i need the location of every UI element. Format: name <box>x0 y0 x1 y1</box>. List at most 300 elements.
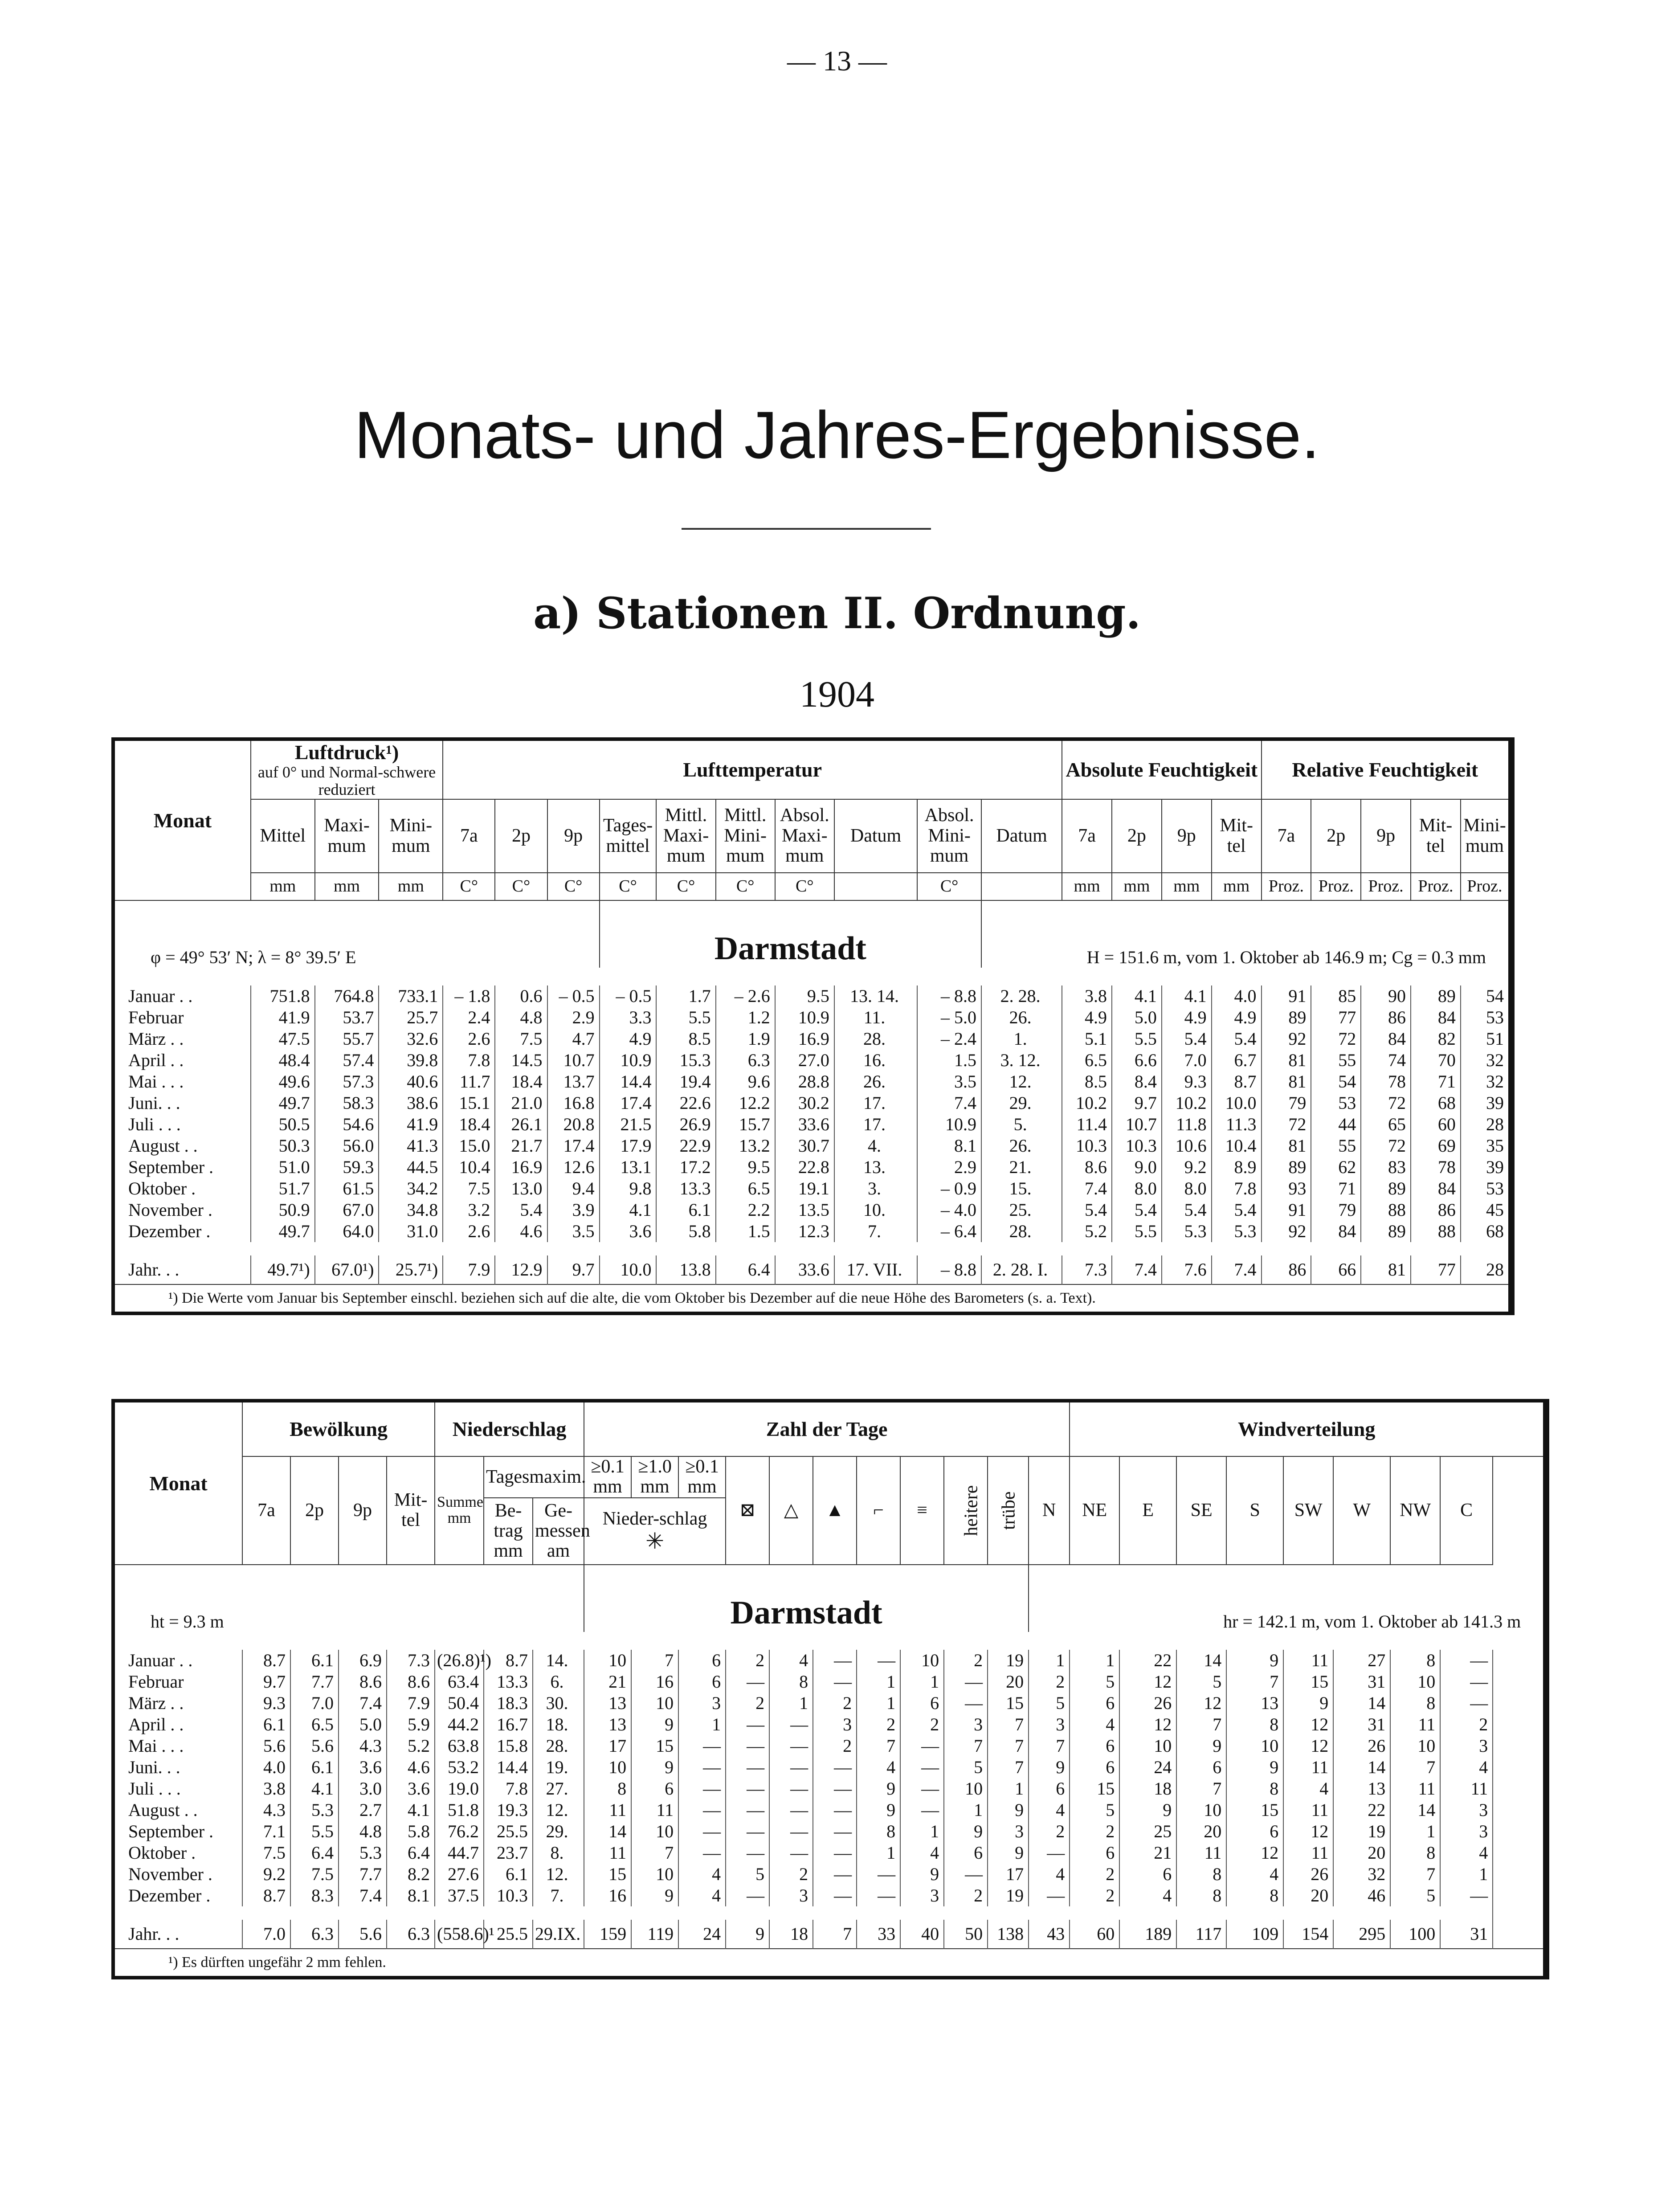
table-cell: 4 <box>1440 1842 1493 1864</box>
table-cell: 4.1 <box>1162 985 1212 1007</box>
table2-footnote: ¹) Es dürften ungefähr 2 mm fehlen. <box>113 1949 1546 1978</box>
col-header: Mit-tel <box>1411 799 1461 873</box>
table-cell: 7.4 <box>339 1885 387 1906</box>
table-cell: 1.2 <box>716 1007 775 1028</box>
table-cell: 45 <box>1461 1199 1511 1221</box>
table-cell: 88 <box>1361 1199 1411 1221</box>
table-cell: — <box>769 1842 813 1864</box>
table-cell: 10.4 <box>1212 1135 1262 1157</box>
table-cell: 8.4 <box>1112 1071 1162 1092</box>
table-cell: — <box>726 1757 769 1778</box>
col-summe-label: Summe <box>437 1493 483 1510</box>
table-cell: 5.0 <box>1112 1007 1162 1028</box>
table-cell: 2 <box>813 1693 857 1714</box>
table-cell: 57.4 <box>315 1050 379 1071</box>
table-row <box>113 1221 1511 1242</box>
table-cell: — <box>813 1799 857 1821</box>
col-header: 9p <box>1162 799 1212 873</box>
table-cell: 9 <box>631 1714 678 1735</box>
month-label: Februar <box>113 1671 242 1693</box>
table-cell: 6.4 <box>290 1842 339 1864</box>
table-cell: 4.0 <box>1212 985 1262 1007</box>
table-row <box>113 1028 1511 1050</box>
table-cell: 4.7 <box>547 1028 600 1050</box>
table-cell: 9 <box>1226 1650 1283 1671</box>
col-unit: C° <box>716 873 775 900</box>
table-cell: 18.4 <box>443 1114 495 1135</box>
col-niederschlag-days <box>584 1498 726 1565</box>
table-cell: 70 <box>1411 1050 1461 1071</box>
col-unit: mm <box>251 873 315 900</box>
col-header: 7a <box>1262 799 1311 873</box>
table-cell: 12. <box>533 1799 584 1821</box>
col-wind-nw: NW <box>1390 1456 1440 1565</box>
table-cell: 14 <box>1176 1650 1226 1671</box>
table-cell: 4.6 <box>495 1221 547 1242</box>
table-cell: — <box>678 1821 726 1842</box>
table-cell: 8. <box>533 1842 584 1864</box>
col-header: Absol. Maxi-mum <box>775 799 834 873</box>
table-cell: 15 <box>1226 1799 1283 1821</box>
table-cell: 6.5 <box>290 1714 339 1735</box>
table-cell: 1.5 <box>917 1050 981 1071</box>
table-cell: 8.7 <box>1212 1071 1262 1092</box>
table-cell: 84 <box>1311 1221 1361 1242</box>
table-cell: 5 <box>1176 1671 1226 1693</box>
col-header: 9p <box>547 799 600 873</box>
table-cell: 15 <box>584 1864 631 1885</box>
table-cell: 11 <box>1283 1757 1333 1778</box>
col-truebe <box>988 1456 1029 1565</box>
table-cell: 12 <box>1119 1714 1176 1735</box>
table-row <box>113 1157 1511 1178</box>
col-heitere <box>944 1456 988 1565</box>
table-cell: 32 <box>1461 1071 1511 1092</box>
table-cell: 46 <box>1333 1885 1390 1906</box>
table-cell: 50.4 <box>435 1693 484 1714</box>
table-cell: 12 <box>1283 1714 1333 1735</box>
month-label: März . . <box>113 1028 251 1050</box>
table-cell: 29. <box>533 1821 584 1842</box>
table-cell: 3.6 <box>339 1757 387 1778</box>
table-cell: 4.1 <box>290 1778 339 1799</box>
table-cell: 9.6 <box>716 1071 775 1092</box>
table-cell: 8 <box>1390 1693 1440 1714</box>
table-row <box>113 1864 1546 1885</box>
table-cell: 3. <box>834 1178 917 1199</box>
table-cell: 33.6 <box>775 1255 834 1284</box>
table-cell: 27. <box>533 1778 584 1799</box>
col-betrag <box>484 1498 533 1565</box>
table-cell: 3 <box>944 1714 988 1735</box>
hail-icon: △ <box>784 1500 799 1521</box>
table-cell: 19 <box>1333 1821 1390 1842</box>
table-cell: 21.5 <box>600 1114 657 1135</box>
table-cell: 19.4 <box>656 1071 715 1092</box>
table-cell: 13. 14. <box>834 985 917 1007</box>
table-cell: 49.6 <box>251 1071 315 1092</box>
table-cell: – 1.8 <box>443 985 495 1007</box>
table-cell: 12.2 <box>716 1092 775 1114</box>
table-cell: 16.9 <box>495 1157 547 1178</box>
table-row <box>113 1178 1511 1199</box>
table-cell: 5 <box>944 1757 988 1778</box>
table-cell: — <box>1440 1693 1493 1714</box>
table-cell: 55.7 <box>315 1028 379 1050</box>
table-cell: 15.0 <box>443 1135 495 1157</box>
table-cell: 14. <box>533 1650 584 1671</box>
table-cell: 10.6 <box>1162 1135 1212 1157</box>
col-unit: Proz. <box>1311 873 1361 900</box>
table-cell: 10 <box>631 1693 678 1714</box>
table-cell: 8 <box>1176 1885 1226 1906</box>
col-monat: Monat <box>113 1401 242 1565</box>
table-cell: 53.7 <box>315 1007 379 1028</box>
col-header: Mini-mum <box>1461 799 1511 873</box>
table-cell: 21 <box>1119 1842 1176 1864</box>
table-cell: — <box>813 1864 857 1885</box>
table-cell: 51.0 <box>251 1157 315 1178</box>
table-cell: 9 <box>944 1821 988 1842</box>
table-cell: 25.7 <box>379 1007 443 1028</box>
table-cell: 16. <box>834 1050 917 1071</box>
table-cell: 764.8 <box>315 985 379 1007</box>
table-cell: 9.4 <box>547 1178 600 1199</box>
table-cell: — <box>678 1735 726 1757</box>
table-cell: 6.3 <box>716 1050 775 1071</box>
table-cell: — <box>857 1864 900 1885</box>
month-label: September . <box>113 1821 242 1842</box>
table-cell: 6 <box>944 1842 988 1864</box>
table-cell: 19.0 <box>435 1778 484 1799</box>
title-divider <box>682 528 931 530</box>
col-unit: C° <box>917 873 981 900</box>
table-cell: 5.3 <box>1162 1221 1212 1242</box>
table-cell: 10 <box>584 1757 631 1778</box>
table-cell: 4.9 <box>1162 1007 1212 1028</box>
table-cell: 12 <box>1283 1821 1333 1842</box>
table-cell: 55 <box>1311 1050 1361 1071</box>
table-cell: 5.6 <box>242 1735 290 1757</box>
table-cell: 4 <box>1283 1778 1333 1799</box>
table-cell: 72 <box>1262 1114 1311 1135</box>
table-row <box>113 1092 1511 1114</box>
table-cell: 1 <box>857 1693 900 1714</box>
table-cell: 7.4 <box>339 1693 387 1714</box>
row-gap <box>113 1242 1511 1255</box>
table-row <box>113 1671 1546 1693</box>
table-cell: 9 <box>726 1920 769 1949</box>
table-cell: 78 <box>1361 1071 1411 1092</box>
table-cell: 1.5 <box>716 1221 775 1242</box>
table-cell: 6 <box>678 1671 726 1693</box>
table-cell: 77 <box>1411 1255 1461 1284</box>
table-cell: 91 <box>1262 1199 1311 1221</box>
col-betrag-label: Be-trag <box>494 1500 523 1541</box>
table-cell: 1 <box>857 1842 900 1864</box>
station-coordinates: φ = 49° 53′ N; λ = 8° 39.5′ E <box>113 900 600 968</box>
table-cell: 43 <box>1029 1920 1070 1949</box>
table-cell: 15 <box>1283 1671 1333 1693</box>
table-cell: 89 <box>1361 1221 1411 1242</box>
table-cell: 5.6 <box>290 1735 339 1757</box>
col-bew-7a: 7a <box>242 1456 290 1565</box>
table-cell: 5.6 <box>339 1920 387 1949</box>
table-cell: 3.3 <box>600 1007 657 1028</box>
table-cell: 49.7¹) <box>251 1255 315 1284</box>
col-bew-2p: 2p <box>290 1456 339 1565</box>
table-cell: 14 <box>584 1821 631 1842</box>
table-cell: 18 <box>769 1920 813 1949</box>
table-cell: 9.5 <box>775 985 834 1007</box>
month-label: Dezember . <box>113 1221 251 1242</box>
table-cell: 28 <box>1461 1255 1511 1284</box>
table-cell: 10.2 <box>1062 1092 1112 1114</box>
table-cell: — <box>1029 1885 1070 1906</box>
table-cell: 7. <box>533 1885 584 1906</box>
table-cell: 26.1 <box>495 1114 547 1135</box>
table-cell: 9 <box>631 1885 678 1906</box>
table-cell: 5.4 <box>1162 1028 1212 1050</box>
table-cell: 2 <box>944 1650 988 1671</box>
col-unit: C° <box>443 873 495 900</box>
table-cell: 11 <box>584 1842 631 1864</box>
table-cell: 41.9 <box>251 1007 315 1028</box>
table-cell: 91 <box>1262 985 1311 1007</box>
table-cell: 3.2 <box>443 1199 495 1221</box>
table-cell: 10.3 <box>1112 1135 1162 1157</box>
table-cell: 7.4 <box>917 1092 981 1114</box>
table-cell: 7 <box>988 1714 1029 1735</box>
table-cell: 49.7 <box>251 1092 315 1114</box>
table-cell: 11 <box>584 1799 631 1821</box>
table-cell: 50 <box>944 1920 988 1949</box>
table-climate-2 <box>111 1399 1549 1979</box>
table-cell: 3.8 <box>1062 985 1112 1007</box>
col-header: Datum <box>981 799 1062 873</box>
table-cell: 7.0 <box>242 1920 290 1949</box>
table-row <box>113 1650 1546 1671</box>
table-cell: 10 <box>1226 1735 1283 1757</box>
month-label: September . <box>113 1157 251 1178</box>
table-cell: 11 <box>1283 1799 1333 1821</box>
table-cell: 1 <box>1390 1821 1440 1842</box>
table-cell: 8 <box>1176 1864 1226 1885</box>
table-cell: 40 <box>900 1920 944 1949</box>
table-cell: 5.4 <box>495 1199 547 1221</box>
col-ge01b: ≥0.1 mm <box>678 1456 726 1498</box>
table-cell: 86 <box>1411 1199 1461 1221</box>
table-cell: 20.8 <box>547 1114 600 1135</box>
table-cell: 53.2 <box>435 1757 484 1778</box>
table-cell: 7.6 <box>1162 1255 1212 1284</box>
table-cell: 13. <box>834 1157 917 1178</box>
table-cell: 5.5 <box>1112 1028 1162 1050</box>
table-cell: 76.2 <box>435 1821 484 1842</box>
table-cell: 6 <box>1070 1735 1119 1757</box>
col-hail <box>769 1456 813 1565</box>
table-cell: 10.9 <box>775 1007 834 1028</box>
col-betrag-unit: mm <box>494 1541 523 1562</box>
table-cell: — <box>944 1693 988 1714</box>
table-cell: 2 <box>900 1714 944 1735</box>
table-cell: 8 <box>1390 1650 1440 1671</box>
group-lufttemperatur: Lufttemperatur <box>443 739 1062 799</box>
table-cell: 26 <box>1333 1735 1390 1757</box>
table-cell: 9 <box>1283 1693 1333 1714</box>
table-cell: 7 <box>1390 1757 1440 1778</box>
table-cell: – 2.4 <box>917 1028 981 1050</box>
table-cell: 10 <box>631 1821 678 1842</box>
col-unit: C° <box>775 873 834 900</box>
table-cell: 6 <box>1226 1821 1283 1842</box>
table-cell: 4.6 <box>387 1757 435 1778</box>
table-cell: 28.8 <box>775 1071 834 1092</box>
table-cell: — <box>857 1650 900 1671</box>
table-cell: 4.1 <box>387 1799 435 1821</box>
row-gap <box>113 1906 1546 1920</box>
table-cell: 17 <box>584 1735 631 1757</box>
table-cell: 17. <box>834 1092 917 1114</box>
table-cell: 10.2 <box>1162 1092 1212 1114</box>
table-cell: 4.3 <box>339 1735 387 1757</box>
station-hr: hr = 142.1 m, vom 1. Oktober ab 141.3 m <box>1029 1565 1546 1632</box>
table-cell: 31 <box>1333 1714 1390 1735</box>
table-cell: 117 <box>1176 1920 1226 1949</box>
table-cell: 32.6 <box>379 1028 443 1050</box>
month-label: Jahr. . . <box>113 1920 242 1949</box>
table-cell: 4 <box>1226 1864 1283 1885</box>
table-cell: 12 <box>1283 1735 1333 1757</box>
table-cell: 4.9 <box>1062 1007 1112 1028</box>
year-heading: 1904 <box>800 674 874 715</box>
table-row <box>113 1821 1546 1842</box>
table-cell: 3.6 <box>387 1778 435 1799</box>
table-cell: 68 <box>1411 1092 1461 1114</box>
table-cell: 2 <box>1029 1821 1070 1842</box>
col-wind-w: W <box>1333 1456 1390 1565</box>
table-cell: 6 <box>1070 1757 1119 1778</box>
table-cell: 14.4 <box>484 1757 533 1778</box>
table-cell: 4.8 <box>495 1007 547 1028</box>
table-cell: 10.7 <box>1112 1114 1162 1135</box>
table-cell: 11.3 <box>1212 1114 1262 1135</box>
table-cell: 6 <box>1070 1693 1119 1714</box>
table-cell: 14 <box>1333 1693 1390 1714</box>
table-row-year <box>113 1255 1511 1284</box>
fog-icon: ≡ <box>917 1500 927 1521</box>
table-cell: – 4.0 <box>917 1199 981 1221</box>
table-cell: 11 <box>1283 1842 1333 1864</box>
table-cell: 9 <box>900 1864 944 1885</box>
table-cell: 15.8 <box>484 1735 533 1757</box>
month-label: April . . <box>113 1714 242 1735</box>
table-cell: 100 <box>1390 1920 1440 1949</box>
table-cell: 4 <box>1029 1864 1070 1885</box>
table-cell: 13 <box>584 1714 631 1735</box>
table-cell: — <box>813 1757 857 1778</box>
col-wind-se: SE <box>1176 1456 1226 1565</box>
table-cell: 54 <box>1311 1071 1361 1092</box>
table-cell: 44.7 <box>435 1842 484 1864</box>
table-cell: 13 <box>584 1693 631 1714</box>
table-cell: 10.7 <box>547 1050 600 1071</box>
table-row <box>113 1778 1546 1799</box>
table-cell: 9.7 <box>1112 1092 1162 1114</box>
table-row <box>113 1199 1511 1221</box>
table-cell: 7.5 <box>242 1842 290 1864</box>
table-cell: 17.4 <box>547 1135 600 1157</box>
table-cell: 50.3 <box>251 1135 315 1157</box>
col-wind-s: S <box>1226 1456 1283 1565</box>
table-cell: 2 <box>769 1864 813 1885</box>
table-cell: 7.1 <box>242 1821 290 1842</box>
table-cell: 5.4 <box>1112 1199 1162 1221</box>
table-cell: — <box>726 1671 769 1693</box>
col-frost <box>813 1456 857 1565</box>
table-cell: 3 <box>1440 1735 1493 1757</box>
col-header: 2p <box>1112 799 1162 873</box>
table-cell: 19 <box>988 1650 1029 1671</box>
table-cell: 5 <box>1070 1671 1119 1693</box>
table-cell: 3 <box>813 1714 857 1735</box>
table-cell: 8.6 <box>387 1671 435 1693</box>
col-wind-ne: NE <box>1070 1456 1119 1565</box>
table-cell: 72 <box>1311 1028 1361 1050</box>
table-cell: 4 <box>1119 1885 1176 1906</box>
col-ge01: ≥0.1 mm <box>584 1456 631 1498</box>
table-cell: 7 <box>1390 1864 1440 1885</box>
table-cell: 66 <box>1311 1255 1361 1284</box>
table-cell: — <box>857 1885 900 1906</box>
table-cell: 8.6 <box>339 1671 387 1693</box>
table-cell: 24 <box>678 1920 726 1949</box>
col-unit <box>981 873 1062 900</box>
table-cell: 3. 12. <box>981 1050 1062 1071</box>
col-wind-n: N <box>1029 1456 1070 1565</box>
table-cell: 24 <box>1119 1757 1176 1778</box>
table-cell: 1 <box>988 1778 1029 1799</box>
table-cell: 12 <box>1226 1842 1283 1864</box>
table-cell: — <box>813 1671 857 1693</box>
table-cell: 1 <box>769 1693 813 1714</box>
table-cell: 9 <box>1119 1799 1176 1821</box>
table-cell: 33 <box>857 1920 900 1949</box>
month-label: Dezember . <box>113 1885 242 1906</box>
table-cell: 8.2 <box>387 1864 435 1885</box>
table-cell: 79 <box>1262 1092 1311 1114</box>
table-cell: 57.3 <box>315 1071 379 1092</box>
table-cell: 10 <box>1390 1735 1440 1757</box>
month-label: Oktober . <box>113 1178 251 1199</box>
table-cell: 9 <box>988 1799 1029 1821</box>
thunder-icon: ⌐ <box>873 1500 884 1521</box>
table-cell: 7.8 <box>484 1778 533 1799</box>
table-cell: 9 <box>857 1799 900 1821</box>
table-cell: 67.0¹) <box>315 1255 379 1284</box>
table-cell: 21.7 <box>495 1135 547 1157</box>
table-cell: 1 <box>678 1714 726 1735</box>
table-cell: 7 <box>631 1650 678 1671</box>
table-cell: 5 <box>726 1864 769 1885</box>
table-cell: 8 <box>857 1821 900 1842</box>
col-unit: mm <box>379 873 443 900</box>
table-cell: 7 <box>988 1757 1029 1778</box>
table-cell: — <box>944 1864 988 1885</box>
month-label: Mai . . . <box>113 1071 251 1092</box>
table-cell: 15.3 <box>656 1050 715 1071</box>
table-cell: 9 <box>1176 1735 1226 1757</box>
